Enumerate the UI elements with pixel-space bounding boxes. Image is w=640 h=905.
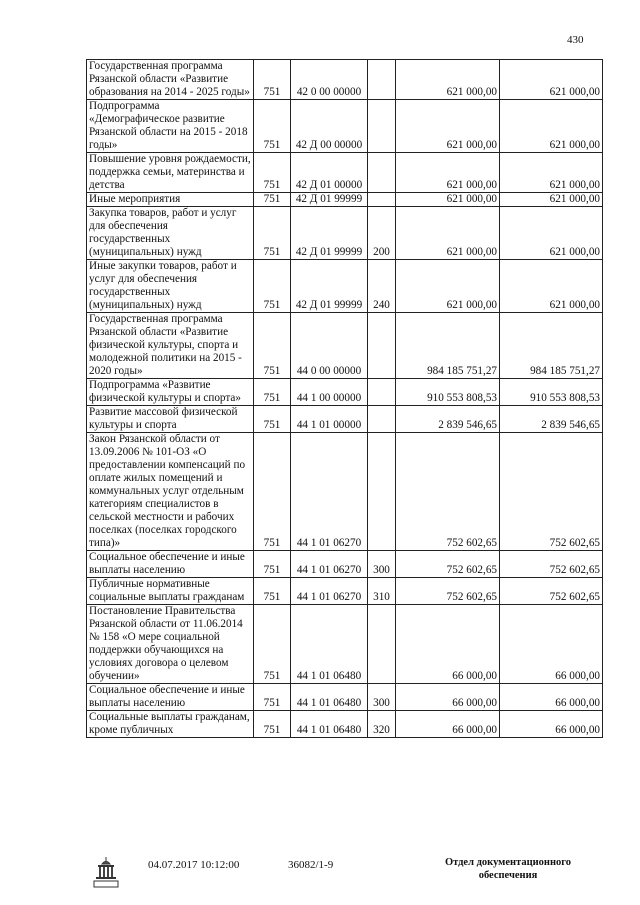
row-sum1-cell: 621 000,00 — [396, 100, 500, 153]
row-vr-cell — [368, 406, 396, 433]
row-vr-cell — [368, 100, 396, 153]
row-sum1-cell: 752 602,65 — [396, 433, 500, 551]
row-sum2-cell: 621 000,00 — [500, 207, 603, 260]
footer-department: Отдел документационного обеспечения — [444, 857, 572, 881]
row-sum2-cell: 621 000,00 — [500, 100, 603, 153]
row-sum1-cell: 621 000,00 — [396, 193, 500, 207]
row-ved-cell: 751 — [254, 100, 291, 153]
row-sum2-cell: 752 602,65 — [500, 433, 603, 551]
table-row — [87, 60, 603, 100]
row-ved-cell: 751 — [254, 578, 291, 605]
row-sum2-cell: 621 000,00 — [500, 260, 603, 313]
table-row — [87, 193, 603, 207]
row-vr-cell: 300 — [368, 551, 396, 578]
row-sum1-cell: 984 185 751,27 — [396, 313, 500, 379]
table-row — [87, 313, 603, 379]
row-name-cell: Государственная программа Рязанской области «Развитие образования на 2014 - 2025 годы» — [87, 60, 254, 100]
row-csr-cell: 42 Д 01 99999 — [291, 207, 368, 260]
row-vr-cell — [368, 153, 396, 193]
row-vr-cell — [368, 193, 396, 207]
row-sum1-cell: 621 000,00 — [396, 207, 500, 260]
row-csr-cell: 44 1 01 06270 — [291, 551, 368, 578]
row-sum1-cell: 2 839 546,65 — [396, 406, 500, 433]
row-ved-cell: 751 — [254, 260, 291, 313]
row-name-cell: Иные закупки товаров, работ и услуг для обеспечения государственных (муниципальных) нужд — [87, 260, 254, 313]
row-ved-cell: 751 — [254, 684, 291, 711]
row-name-cell: Иные мероприятия — [87, 193, 254, 207]
table-row — [87, 605, 603, 684]
row-name-cell: Закон Рязанской области от 13.09.2006 № 101-ОЗ «О предоставлении компенсаций по оплате жилых помещений и коммунальных услуг отдельным категориям специалистов в сельской местности и рабочих поселках (поселках городского типа)» — [87, 433, 254, 551]
row-sum2-cell: 621 000,00 — [500, 153, 603, 193]
row-name-cell: Повышение уровня рождаемости, поддержка семьи, материнства и детства — [87, 153, 254, 193]
row-ved-cell: 751 — [254, 60, 291, 100]
row-sum2-cell: 2 839 546,65 — [500, 406, 603, 433]
table-row — [87, 578, 603, 605]
row-name-cell: Постановление Правительства Рязанской области от 11.06.2014 № 158 «О мере социальной поддержки обучающихся на условиях договора о целевом обучении» — [87, 605, 254, 684]
row-sum2-cell: 66 000,00 — [500, 605, 603, 684]
row-sum2-cell: 752 602,65 — [500, 551, 603, 578]
row-sum2-cell: 66 000,00 — [500, 711, 603, 738]
row-vr-cell: 300 — [368, 684, 396, 711]
row-ved-cell: 751 — [254, 153, 291, 193]
row-sum1-cell: 752 602,65 — [396, 551, 500, 578]
table-row — [87, 207, 603, 260]
table-row — [87, 551, 603, 578]
row-name-cell: Социальное обеспечение и иные выплаты населению — [87, 684, 254, 711]
row-ved-cell: 751 — [254, 551, 291, 578]
row-sum1-cell: 910 553 808,53 — [396, 379, 500, 406]
row-sum1-cell: 66 000,00 — [396, 684, 500, 711]
footer-datetime: 04.07.2017 10:12:00 — [148, 859, 240, 871]
row-ved-cell: 751 — [254, 379, 291, 406]
row-sum2-cell: 66 000,00 — [500, 684, 603, 711]
row-sum1-cell: 621 000,00 — [396, 60, 500, 100]
table-row — [87, 100, 603, 153]
row-sum2-cell: 910 553 808,53 — [500, 379, 603, 406]
row-vr-cell: 310 — [368, 578, 396, 605]
row-vr-cell — [368, 60, 396, 100]
row-name-cell: Подпрограмма «Демографическое развитие Рязанской области на 2015 - 2018 годы» — [87, 100, 254, 153]
row-name-cell: Государственная программа Рязанской области «Развитие физической культуры, спорта и молодежной политики на 2015 - 2020 годы» — [87, 313, 254, 379]
table-row — [87, 406, 603, 433]
row-name-cell: Социальное обеспечение и иные выплаты населению — [87, 551, 254, 578]
row-name-cell: Подпрограмма «Развитие физической культуры и спорта» — [87, 379, 254, 406]
row-ved-cell: 751 — [254, 711, 291, 738]
table-row — [87, 684, 603, 711]
row-vr-cell: 320 — [368, 711, 396, 738]
row-csr-cell: 44 1 01 06270 — [291, 578, 368, 605]
row-ved-cell: 751 — [254, 207, 291, 260]
footer-doc-number: 36082/1-9 — [288, 859, 334, 871]
row-csr-cell: 44 1 01 06480 — [291, 711, 368, 738]
row-vr-cell: 240 — [368, 260, 396, 313]
duma-building-logo-icon — [91, 855, 121, 889]
row-sum2-cell: 984 185 751,27 — [500, 313, 603, 379]
row-vr-cell: 200 — [368, 207, 396, 260]
row-csr-cell: 42 Д 00 00000 — [291, 100, 368, 153]
row-vr-cell — [368, 313, 396, 379]
table-row — [87, 260, 603, 313]
table-row — [87, 153, 603, 193]
row-vr-cell — [368, 605, 396, 684]
row-ved-cell: 751 — [254, 193, 291, 207]
page-number: 430 — [567, 34, 584, 46]
row-csr-cell: 44 1 01 06480 — [291, 605, 368, 684]
table-row — [87, 379, 603, 406]
row-sum2-cell: 621 000,00 — [500, 193, 603, 207]
row-name-cell: Публичные нормативные социальные выплаты гражданам — [87, 578, 254, 605]
row-vr-cell — [368, 433, 396, 551]
row-name-cell: Развитие массовой физической культуры и спорта — [87, 406, 254, 433]
row-csr-cell: 44 1 00 00000 — [291, 379, 368, 406]
row-ved-cell: 751 — [254, 313, 291, 379]
budget-table — [86, 59, 603, 738]
row-csr-cell: 42 Д 01 99999 — [291, 193, 368, 207]
row-csr-cell: 42 Д 01 00000 — [291, 153, 368, 193]
row-csr-cell: 44 0 00 00000 — [291, 313, 368, 379]
table-row — [87, 433, 603, 551]
row-ved-cell: 751 — [254, 605, 291, 684]
row-name-cell: Закупка товаров, работ и услуг для обеспечения государственных (муниципальных) нужд — [87, 207, 254, 260]
row-sum2-cell: 752 602,65 — [500, 578, 603, 605]
row-csr-cell: 44 1 01 00000 — [291, 406, 368, 433]
table-row — [87, 711, 603, 738]
row-name-cell: Социальные выплаты гражданам, кроме публичных — [87, 711, 254, 738]
row-sum2-cell: 621 000,00 — [500, 60, 603, 100]
row-sum1-cell: 66 000,00 — [396, 605, 500, 684]
row-vr-cell — [368, 379, 396, 406]
row-sum1-cell: 621 000,00 — [396, 260, 500, 313]
row-csr-cell: 44 1 01 06480 — [291, 684, 368, 711]
row-sum1-cell: 621 000,00 — [396, 153, 500, 193]
row-sum1-cell: 66 000,00 — [396, 711, 500, 738]
row-csr-cell: 42 0 00 00000 — [291, 60, 368, 100]
row-csr-cell: 42 Д 01 99999 — [291, 260, 368, 313]
row-sum1-cell: 752 602,65 — [396, 578, 500, 605]
page-footer — [0, 855, 640, 895]
row-ved-cell: 751 — [254, 406, 291, 433]
row-csr-cell: 44 1 01 06270 — [291, 433, 368, 551]
row-ved-cell: 751 — [254, 433, 291, 551]
